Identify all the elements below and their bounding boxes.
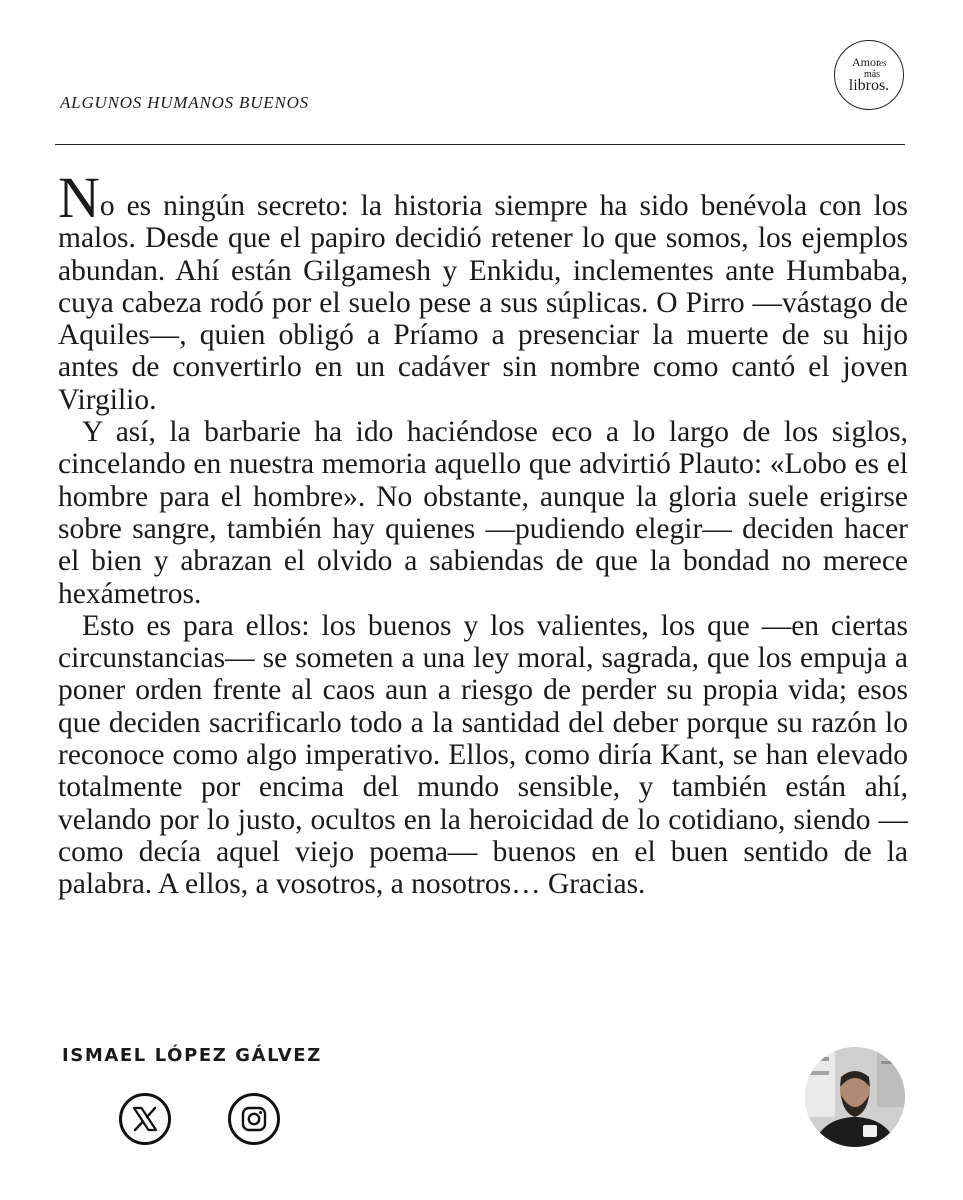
logo-word-amor: Amor — [852, 55, 880, 69]
paragraph-3: Esto es para ellos: los buenos y los valientes, los que —en ciertas circunstancias— se someten a una ley moral, sagrada, que los empuja a poner orden frente al caos aun a riesgo de perder su propia vida; esos que deciden sacrificarlo todo a la santidad del deber porque su razón lo reconoce como algo imperativo. Ellos, como diría Kant, se han elevado totalmente por encima del mundo sensible, y también están ahí, velando por lo justo, ocultos en la heroicidad de lo cotidiano, siendo —como decía aquel viejo poema— buenos en el buen sentido de la palabra. A ellos, a vosotros, a nosotros… Gracias. — [58, 609, 908, 901]
x-icon[interactable] — [119, 1093, 171, 1145]
paragraph-2: Y así, la barbarie ha ido haciéndose eco a lo largo de los siglos, cincelando en nuestra memoria aquello que advirtió Plauto: «Lobo es el hombre para el hombre». No obstante, aunque la gloria suele erigirse sobre sangre, también hay quienes —pudiendo elegir— deciden hacer el bien y abrazan el olvido a sabiendas de que la bondad no merece hexámetros. — [58, 416, 908, 610]
instagram-logo-glyph — [240, 1105, 268, 1133]
author-name: ISMAEL LÓPEZ GÁLVEZ — [62, 1045, 322, 1066]
article-body — [58, 165, 908, 901]
logo-word-mas: más — [863, 69, 881, 80]
logo-word-libros: libros. — [848, 77, 890, 94]
logo-word-es: es — [879, 58, 887, 68]
brand-logo — [834, 40, 904, 110]
paragraph-1-text: o es ningún secreto: la historia siempre ha sido benévola con los malos. Desde que el papiro decidió retener lo que somos, los ejemplos abundan. Ahí están Gilgamesh y Enkidu, inclementes ante Humbaba, cuya cabeza rodó por el suelo pese a sus súplicas. O Pirro —vástago de Aquiles—, quien obligó a Príamo a presenciar la muerte de su hijo antes de convertirlo en un cadáver sin nombre como cantó el joven Virgilio. — [58, 190, 908, 416]
author-avatar — [805, 1047, 905, 1147]
drop-cap: N — [58, 165, 100, 230]
instagram-icon[interactable] — [228, 1093, 280, 1145]
x-logo-glyph — [131, 1105, 159, 1133]
paragraph-1 — [58, 165, 908, 416]
header-divider — [55, 144, 905, 145]
section-title: ALGUNOS HUMANOS BUENOS — [60, 93, 309, 112]
avatar-photo — [805, 1047, 905, 1147]
